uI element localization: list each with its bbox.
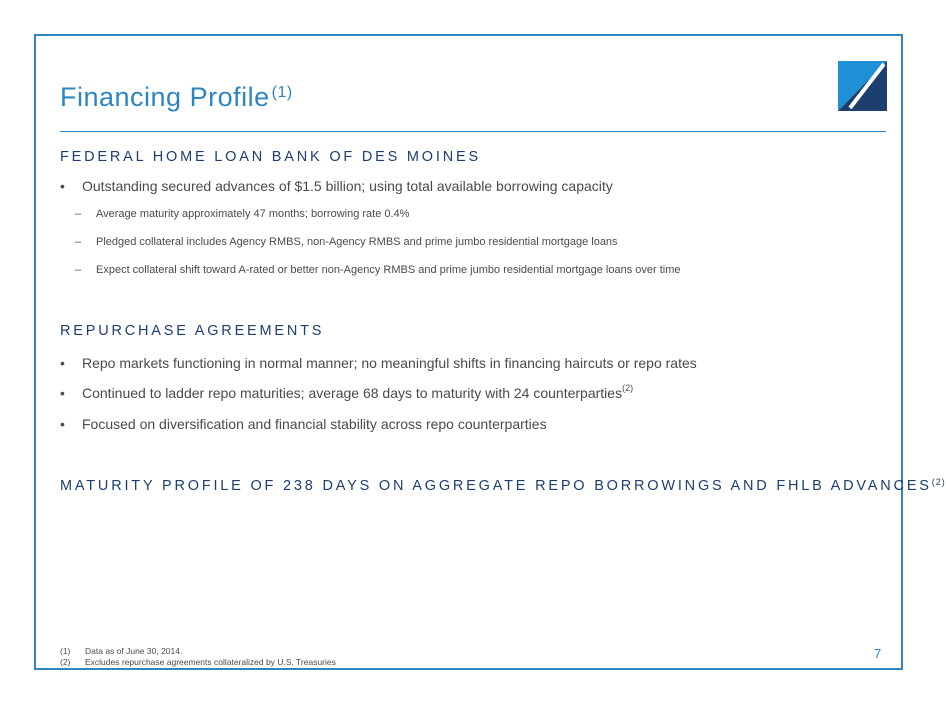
section-heading-text: MATURITY PROFILE OF 238 DAYS ON AGGREGATE REPO BORROWINGS AND FHLB ADVANCES xyxy=(60,478,932,494)
page-number: 7 xyxy=(874,646,882,661)
page-title-text: Financing Profile xyxy=(60,82,270,112)
sub-bullet-text: Average maturity approximately 47 months; borrowing rate 0.4% xyxy=(96,208,410,220)
bullet-glyph: • xyxy=(60,385,65,401)
company-logo-icon xyxy=(838,61,887,111)
dash-glyph: – xyxy=(75,236,82,248)
section-heading-fhlb: FEDERAL HOME LOAN BANK OF DES MOINES xyxy=(60,149,481,165)
heading-footnote-ref: (2) xyxy=(931,477,946,487)
slide-frame xyxy=(34,34,903,670)
bullet-footnote-ref: (2) xyxy=(622,383,634,393)
title-footnote-ref: (1) xyxy=(271,84,293,101)
dash-glyph: – xyxy=(75,264,82,276)
sub-bullet-item xyxy=(75,208,409,220)
bullet-glyph: • xyxy=(60,178,65,194)
page-title xyxy=(60,82,293,113)
bullet-glyph: • xyxy=(60,416,65,432)
section-heading-repo: REPURCHASE AGREEMENTS xyxy=(60,323,325,339)
bullet-text: Continued to ladder repo maturities; average 68 days to maturity with 24 counterparties xyxy=(82,385,623,401)
footnote xyxy=(60,646,182,656)
sub-bullet-text: Pledged collateral includes Agency RMBS, non-Agency RMBS and prime jumbo residential mortgage loans xyxy=(96,236,618,248)
bullet-item xyxy=(60,178,613,194)
footnote xyxy=(60,657,336,667)
bullet-text: Repo markets functioning in normal manner; no meaningful shifts in financing haircuts or repo rates xyxy=(82,355,697,371)
bullet-item xyxy=(60,355,697,371)
title-divider xyxy=(60,131,886,132)
bullet-glyph: • xyxy=(60,355,65,371)
footnote-text: Data as of June 30, 2014. xyxy=(85,646,183,656)
footnote-text: Excludes repurchase agreements collateralized by U.S. Treasuries xyxy=(85,657,336,667)
dash-glyph: – xyxy=(75,208,82,220)
bullet-text: Outstanding secured advances of $1.5 billion; using total available borrowing capacity xyxy=(82,178,613,194)
sub-bullet-item xyxy=(75,236,618,248)
footnote-number: (1) xyxy=(60,646,71,656)
bullet-text: Focused on diversification and financial stability across repo counterparties xyxy=(82,416,547,432)
bullet-item xyxy=(60,385,633,401)
sub-bullet-item xyxy=(75,264,681,276)
sub-bullet-text: Expect collateral shift toward A-rated or better non-Agency RMBS and prime jumbo residential mortgage loans over time xyxy=(96,264,681,276)
bullet-item xyxy=(60,416,547,432)
footnote-number: (2) xyxy=(60,657,71,667)
section-heading-maturity-profile xyxy=(60,478,946,494)
